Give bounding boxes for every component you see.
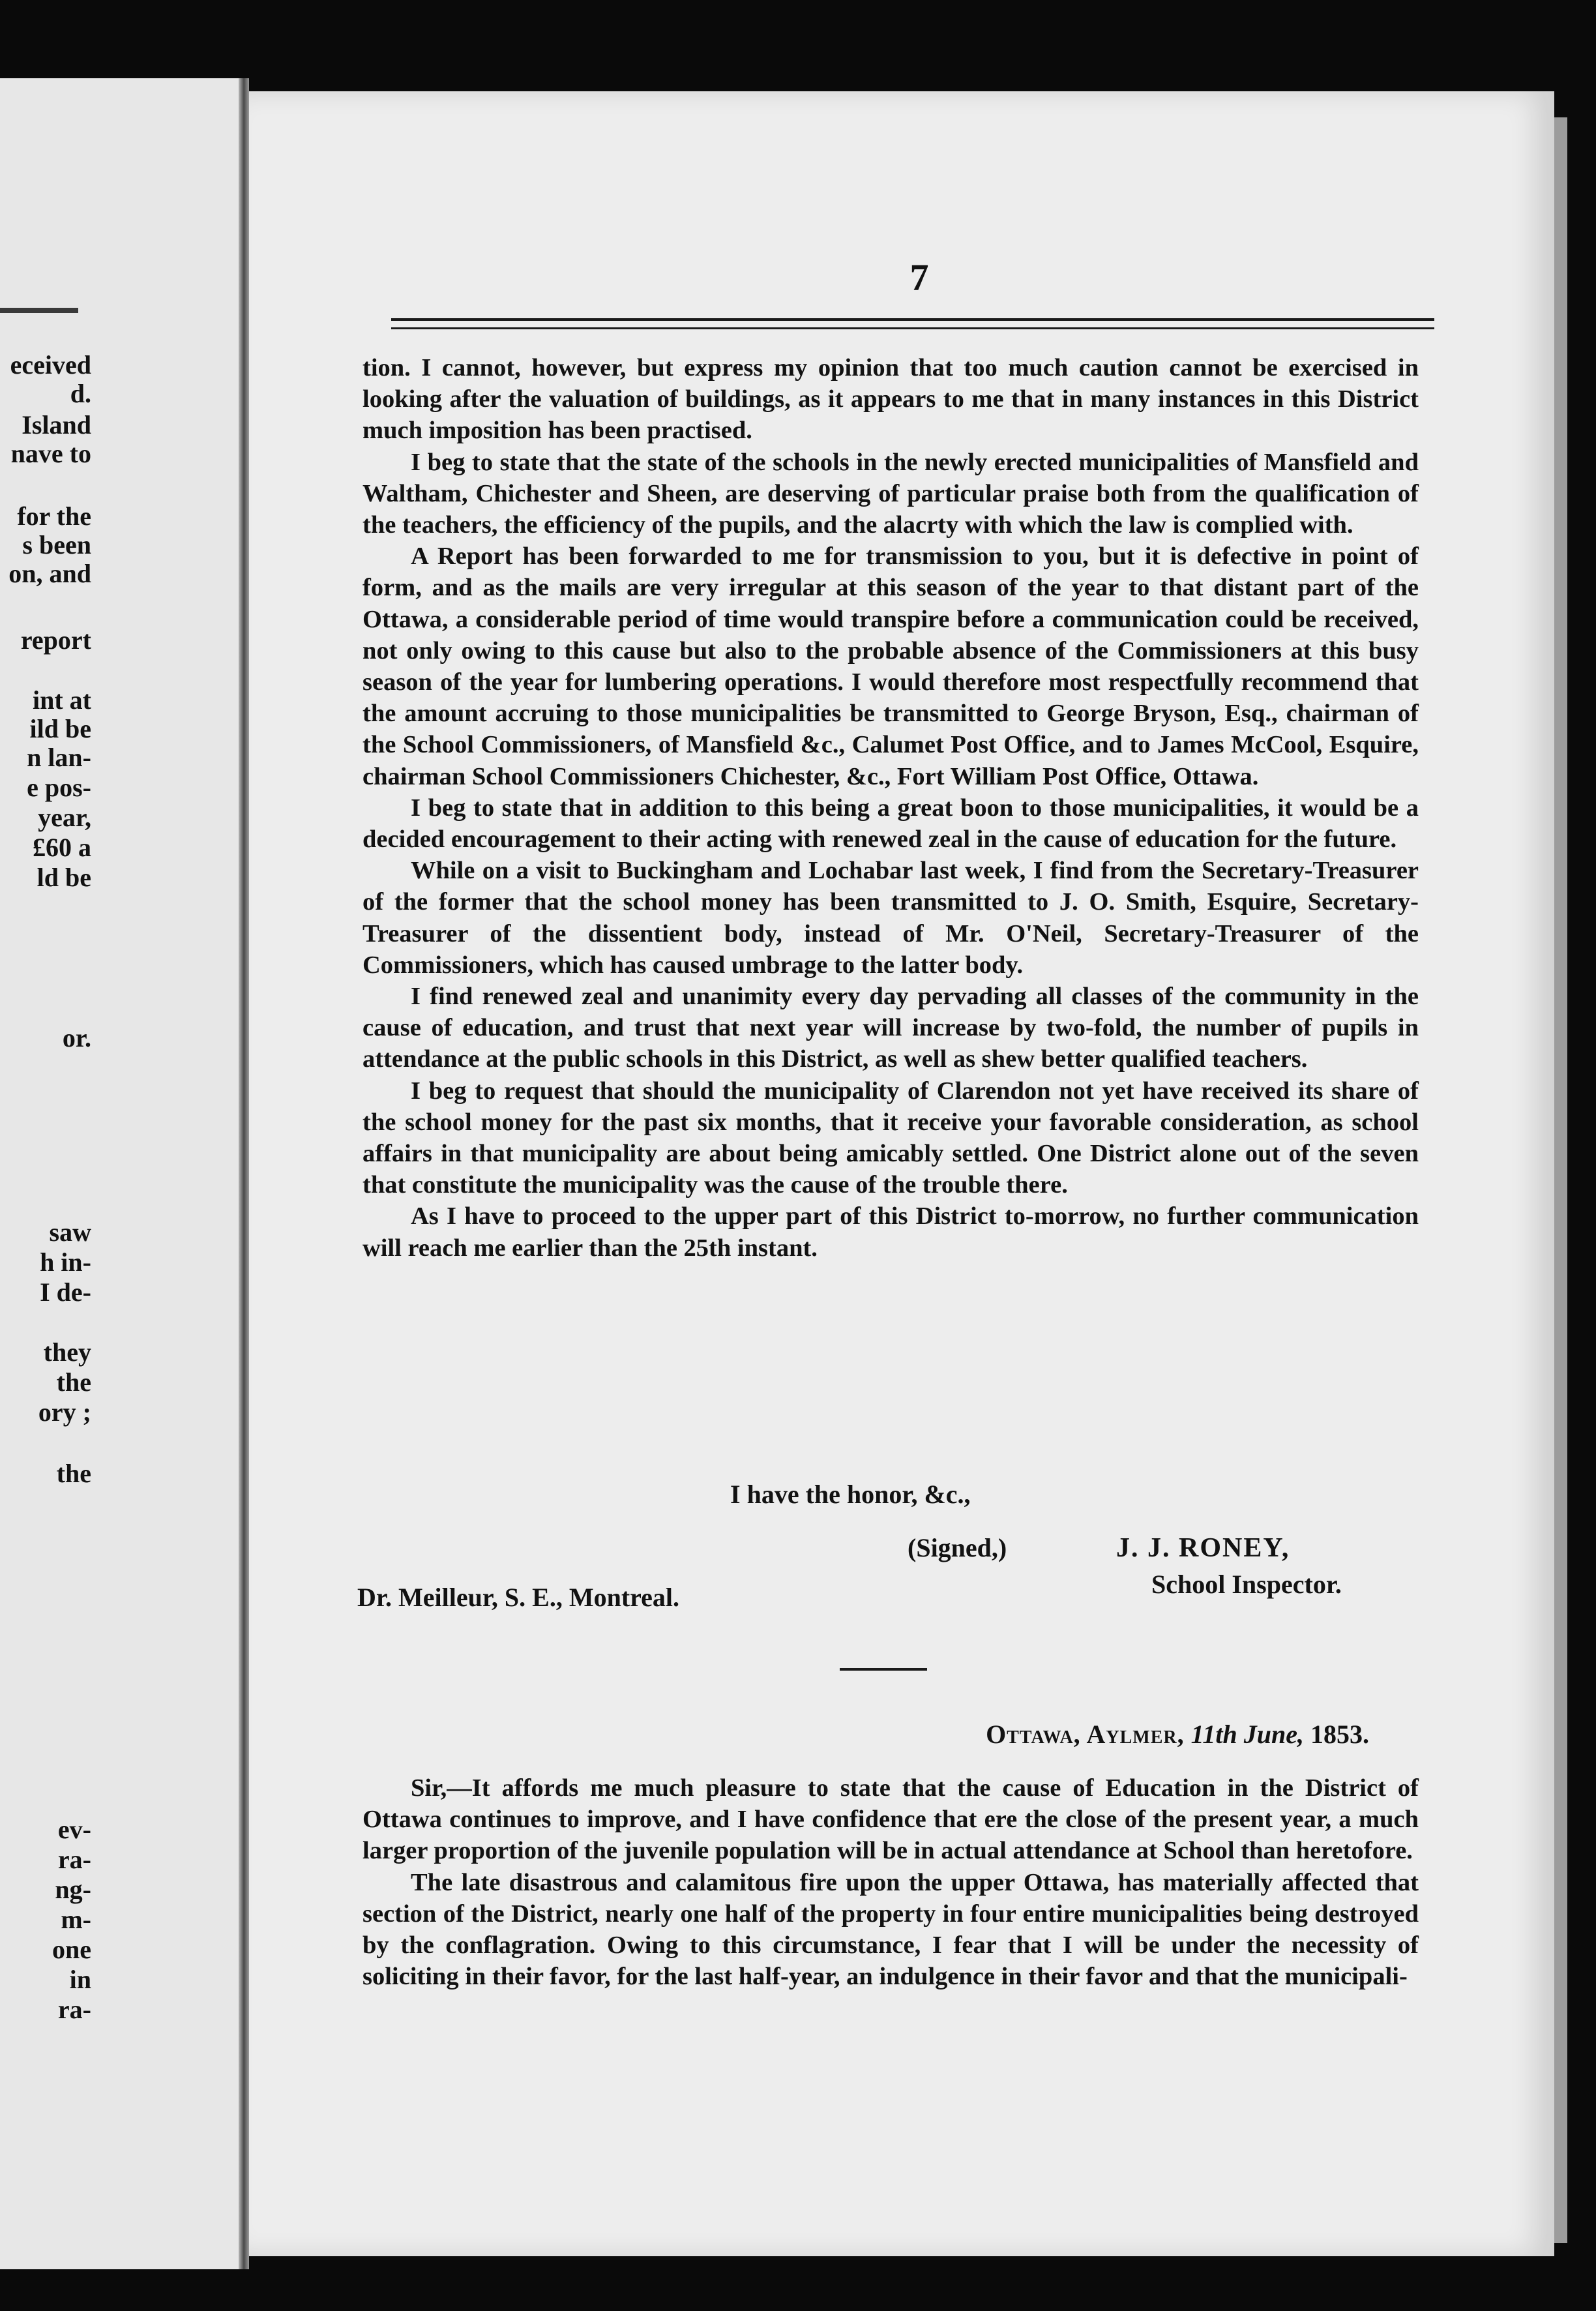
facing-page-text: m- [61,1905,91,1934]
page-edge [1554,117,1567,2243]
letter-body-1 [362,352,1419,1264]
facing-page-text: one [52,1935,91,1964]
dateline-place: Ottawa, Aylmer, [986,1720,1185,1749]
section-separator [840,1668,927,1671]
dateline [926,1719,1369,1750]
facing-page-text: Island [22,410,91,440]
paragraph: Sir,—It affords me much pleasure to state that the cause of Education in the District of Ottawa continues to improve, and I have confidence that ere the close of the present year, a much larger proportion of the juvenile population will be in actual attendance at School than heretofore. [362,1774,1419,1865]
paragraph: I find renewed zeal and unanimity every day pervading all classes of the community in the cause of education, and trust that next year will increase by two-fold, the number of pupils in attendance at the public schools in this District, as well as shew better qualified teachers. [362,983,1419,1073]
facing-page-text: nave to [10,439,91,468]
page-number: 7 [909,256,929,299]
facing-page-text: n lan- [27,743,91,772]
facing-page-text: s been [22,530,91,559]
facing-page-text: ev- [57,1815,91,1844]
facing-page-text: saw [49,1217,91,1247]
paragraph: A Report has been forwarded to me for transmission to you, but it is defective in point of form, and as the mails are very irregular at this season of the year to that distant part of the Ottawa, a considerable period of time would transpire before a communication could be received, not only owing to this cause but also to the probable absence of the Commissioners at this busy season of the year for lumbering operations. I would therefore most respectfully recommend that the amount accruing to those municipalities be transmitted to George Bryson, Esq., chairman of the School Commissioners, of Mansfield &c., Calumet Post Office, and to James McCool, Esquire, chairman School Commissioners Chichester, &c., Fort William Post Office, Ottawa. [362,543,1419,790]
facing-page-text: eceived [10,350,91,380]
facing-page-text: they [43,1337,91,1367]
paragraph: I beg to state that the state of the schools in the newly erected municipalities of Mansfield and Waltham, Chichester and Sheen, are deserving of particular praise both from the qualification of the teachers, the efficiency of the pupils, and the alacrty with which the law is complied with. [362,448,1419,539]
paragraph: I beg to state that in addition to this being a great boon to those municipalities, it would be a decided encouragement to their acting with renewed zeal in the cause of education for the future. [362,794,1419,854]
paragraph: As I have to proceed to the upper part of this District to-morrow, no further communication will reach me earlier than the 25th instant. [362,1202,1419,1262]
facing-page-text: or. [62,1023,91,1052]
header-rule [391,318,1434,329]
facing-page-text: year, [38,803,91,832]
facing-page-text: ra- [57,1845,91,1874]
facing-page-text: ild be [29,714,91,743]
facing-page-text: e pos- [27,773,91,802]
facing-page-text: ld be [37,863,91,892]
facing-page-rule [0,308,78,313]
facing-page-text: h in- [40,1247,91,1277]
closing-line: I have the honor, &c., [730,1480,971,1509]
signer-title: School Inspector. [1151,1570,1342,1599]
facing-page-text: d. [70,379,91,408]
signed-label: (Signed,) [908,1533,1007,1562]
facing-page-text: for the [17,501,91,531]
facing-page-text: on, and [8,559,91,588]
facing-page-text: in [69,1965,91,1994]
facing-page-text: ra- [57,1995,91,2024]
paragraph: While on a visit to Buckingham and Lochabar last week, I find from the Secretary-Treasurer of the former that the school money has been transmitted to J. O. Smith, Esquire, Secretary-Treasurer of the dissentient body, instead of Mr. O'Neil, Secretary-Treasurer of the Commissioners, which has caused umbrage to the latter body. [362,857,1419,979]
facing-page-text: the [56,1367,91,1397]
letter-body-2 [362,1772,1419,1992]
paragraph: The late disastrous and calamitous fire upon the upper Ottawa, has materially affected that section of the District, nearly one half of the property in four entire municipalities being destroyed by the conflagration. Owing to this circumstance, I fear that I will be under the necessity of soliciting in their favor, for the last half-year, an indulgence in their favor and that the municipali- [362,1868,1419,1991]
signer-name: J. J. RONEY, [1116,1533,1290,1563]
facing-page-text: ng- [55,1875,91,1904]
dateline-year: 1853. [1310,1720,1369,1749]
facing-page-text: £60 a [33,833,91,862]
facing-page-fragment [0,78,243,2269]
facing-page-text: the [56,1459,91,1488]
dateline-date: 11th June, [1190,1720,1304,1749]
facing-page-text: report [20,625,91,655]
facing-page-text: ory ; [38,1397,91,1427]
paragraph: I beg to request that should the municipality of Clarendon not yet have received its share of the school money for the past six months, that it receive your favorable consideration, as school affairs in that municipality are about being amicably settled. One District alone out of the seven that constitute the municipality was the cause of the trouble there. [362,1077,1419,1199]
book-gutter [239,78,249,2269]
paragraph: tion. I cannot, however, but express my opinion that too much caution cannot be exercised in looking after the valuation of buildings, as it appears to me that in many instances in this District much imposition has been practised. [362,354,1419,445]
addressee: Dr. Meilleur, S. E., Montreal. [357,1583,680,1612]
facing-page-text: I de- [40,1277,91,1307]
facing-page-text: int at [33,685,91,715]
